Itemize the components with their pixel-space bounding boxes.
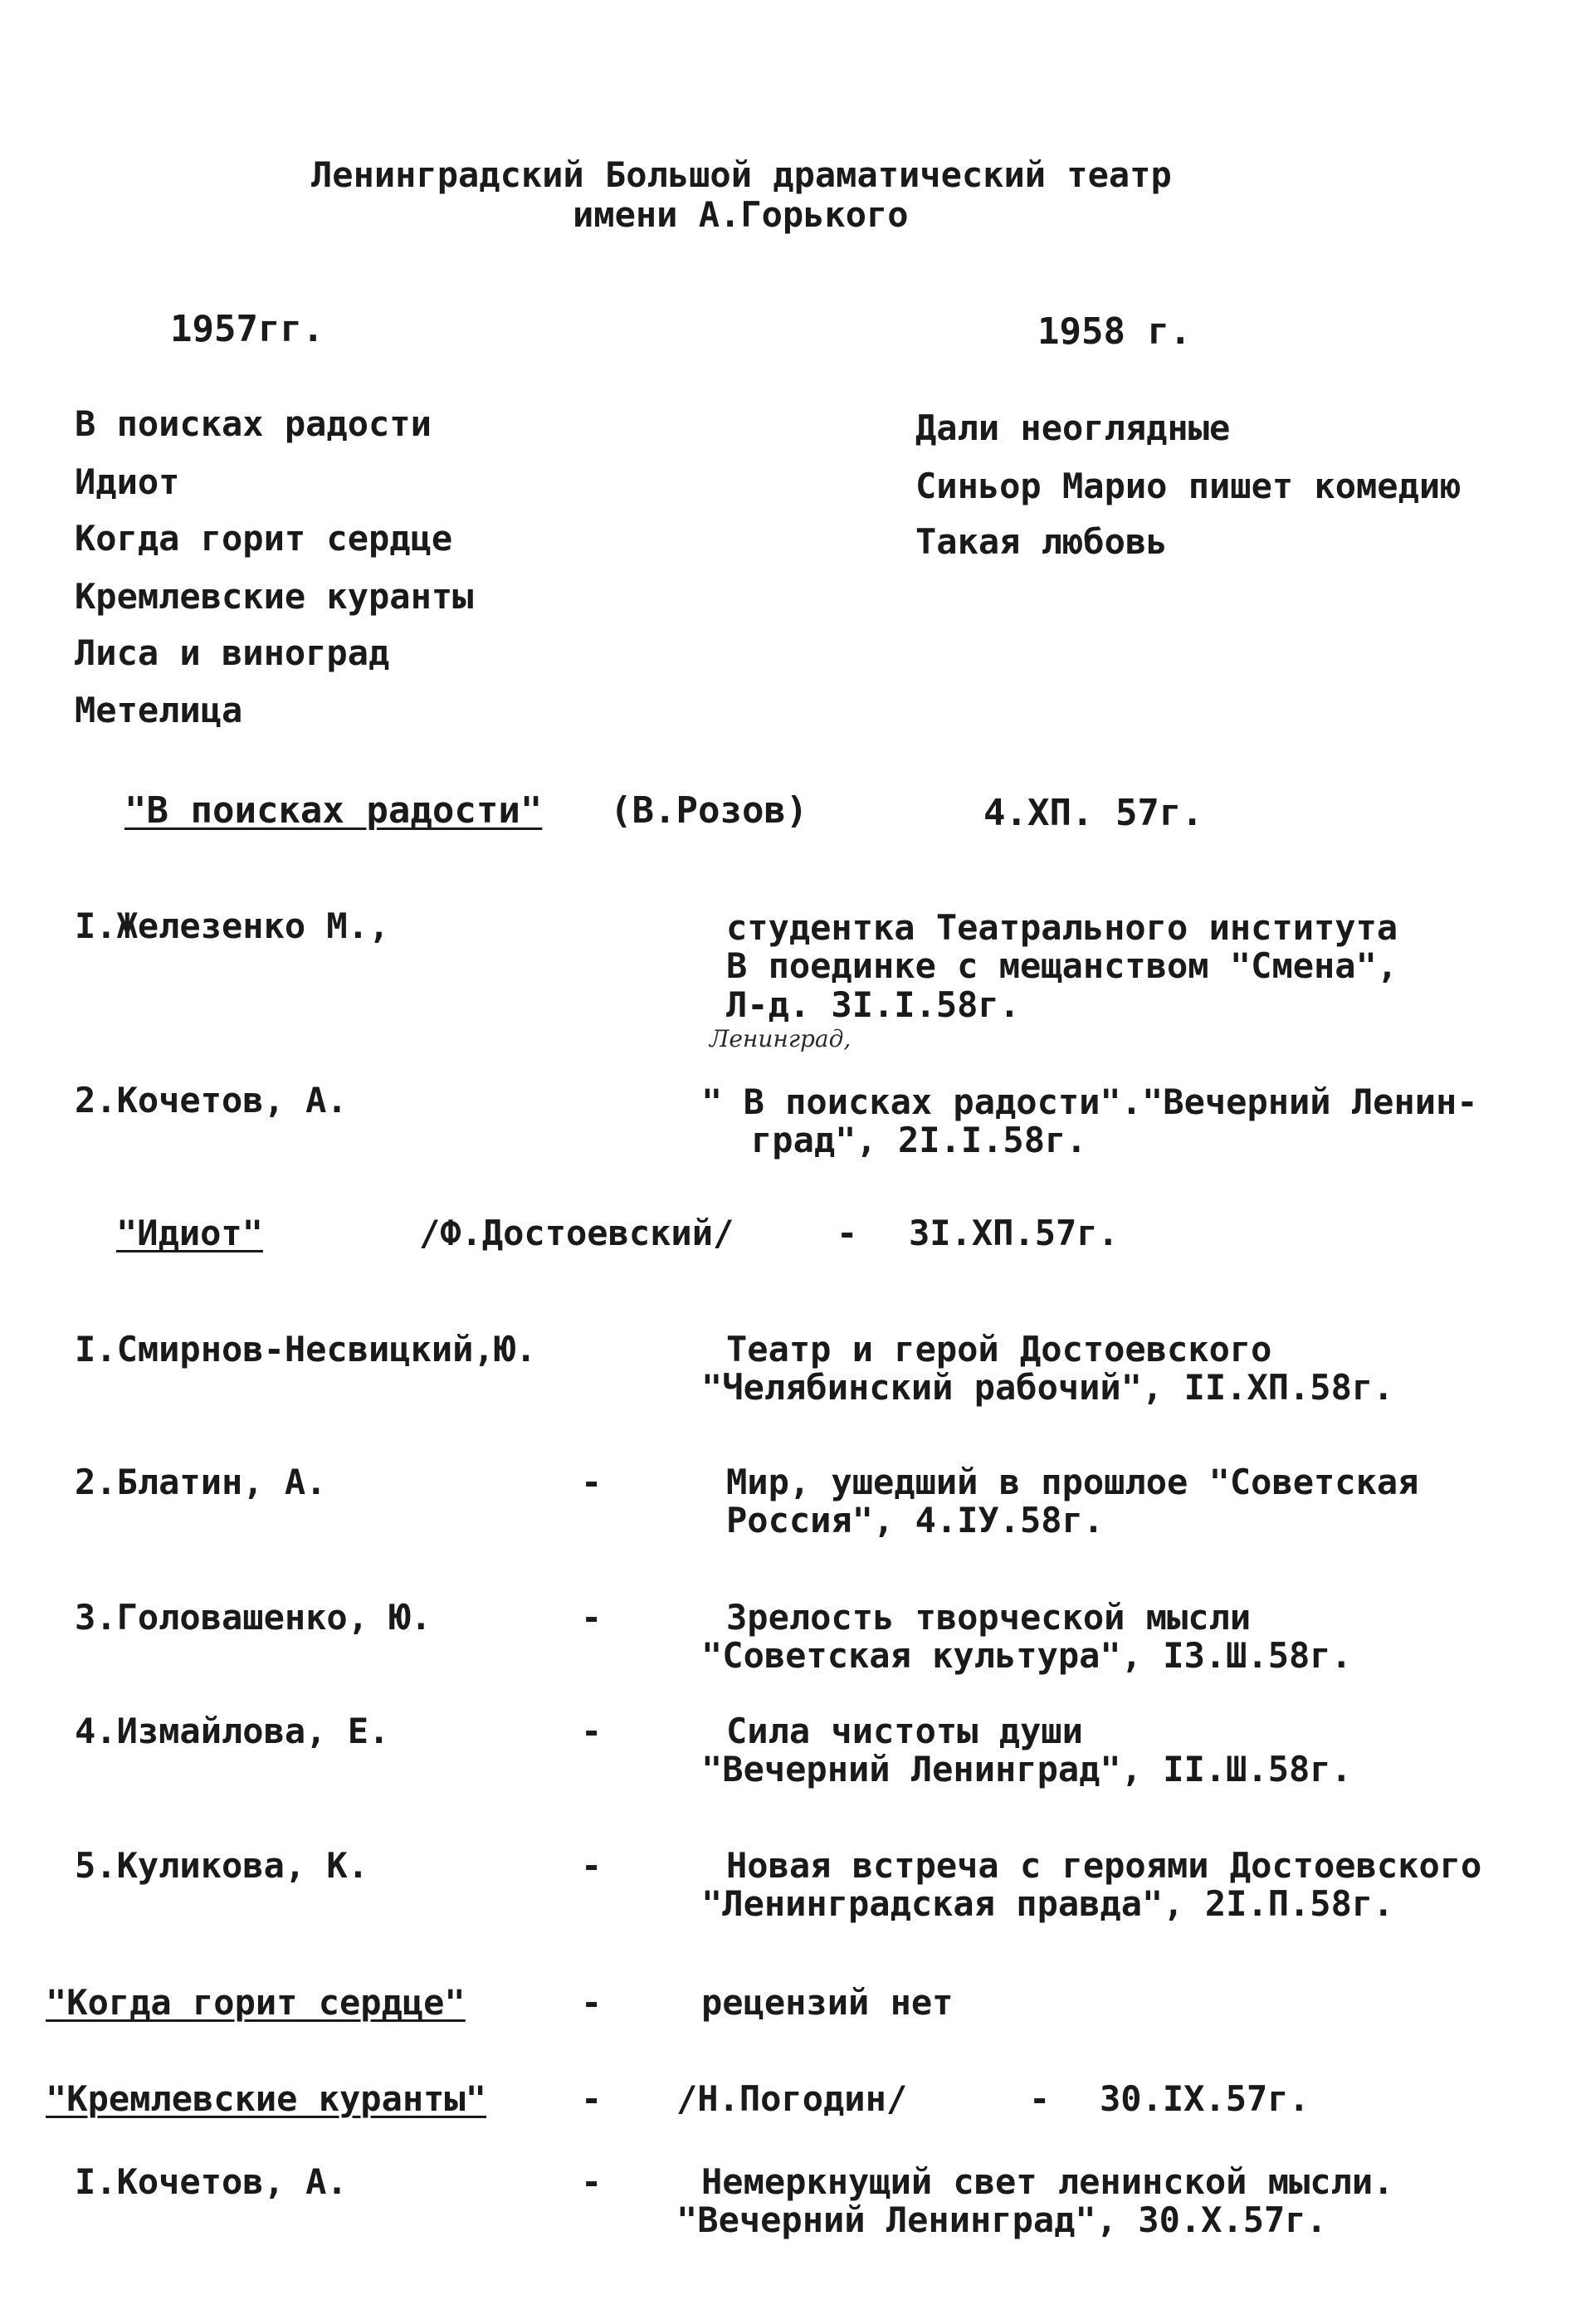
list-item: Когда горит сердце xyxy=(75,518,453,559)
review-author: 2.Кочетов, А. xyxy=(75,1080,348,1120)
review-text-line: студентка Театрального института xyxy=(726,907,1398,948)
list-item: Синьор Марио пишет комедию xyxy=(915,466,1462,506)
dash: - xyxy=(581,2161,603,2202)
theater-name-line1: Ленинградский Большой драматический театр xyxy=(311,154,1172,195)
dash: - xyxy=(581,1597,603,1638)
review-text-line: "Челябинский рабочий", II.ХП.58г. xyxy=(701,1367,1394,1408)
review-text-line: Зрелость творческой мысли xyxy=(726,1597,1252,1638)
review-author: 3.Головашенко, Ю. xyxy=(75,1597,432,1638)
list-item: Идиот xyxy=(75,461,180,502)
year-right: 1958 г. xyxy=(1037,310,1192,353)
review-author: I.Железенко М., xyxy=(75,906,390,946)
play-author: /Ф.Достоевский/ xyxy=(419,1213,734,1253)
review-author: 2.Блатин, А. xyxy=(75,1462,327,1502)
review-text-line: Л-д. 3I.I.58г. xyxy=(726,984,1021,1025)
dash: - xyxy=(581,1982,603,2023)
dash: - xyxy=(837,1213,858,1253)
review-author: I.Кочетов, А. xyxy=(75,2161,348,2202)
review-text-line: "Ленинградская правда", 2I.П.58г. xyxy=(701,1883,1394,1924)
play-date: 4.ХП. 57г. xyxy=(983,792,1203,834)
dash: - xyxy=(581,1845,603,1886)
list-item: Лиса и виноград xyxy=(75,632,390,673)
review-text-line: град", 2I.I.58г. xyxy=(751,1120,1087,1160)
review-author: 4.Измайлова, Е. xyxy=(75,1711,390,1751)
play-title-v-poiskakh-radosti: "В поисках радости" xyxy=(124,789,543,832)
play-date: 3I.ХП.57г. xyxy=(909,1213,1119,1253)
handwritten-note: Ленинград, xyxy=(710,1025,852,1052)
list-item: В поисках радости xyxy=(75,403,432,444)
review-text-line: В поединке с мещанством "Смена", xyxy=(726,945,1398,986)
play-title-kogda-gorit-serdtse: "Когда горит сердце" xyxy=(46,1982,466,2023)
theater-name-line2: имени А.Горького xyxy=(573,194,909,235)
play-title-kremlevskie-kuranty: "Кремлевские куранты" xyxy=(46,2078,487,2119)
review-text-line: Мир, ушедший в прошлое "Советская xyxy=(726,1462,1419,1502)
review-text-line: "Вечерний Ленинград", II.Ш.58г. xyxy=(701,1749,1352,1789)
play-date: 30.IХ.57г. xyxy=(1100,2078,1310,2119)
dash: - xyxy=(581,1462,603,1502)
list-item: Метелица xyxy=(75,690,243,730)
review-text-line: Сила чистоты души xyxy=(726,1711,1083,1751)
review-text-line: " В поисках радости"."Вечерний Ленин- xyxy=(701,1081,1478,1122)
no-reviews-note: рецензий нет xyxy=(701,1982,954,2023)
review-text-line: Новая встреча с героями Достоевского xyxy=(726,1845,1482,1886)
review-author: 5.Куликова, К. xyxy=(75,1845,369,1886)
review-text-line: Немеркнущий свет ленинской мысли. xyxy=(701,2161,1394,2202)
dash: - xyxy=(1029,2078,1051,2119)
year-left: 1957гг. xyxy=(170,308,325,350)
review-text-line: Россия", 4.IУ.58г. xyxy=(726,1500,1105,1540)
play-author: (В.Розов) xyxy=(610,789,808,832)
play-author: /Н.Погодин/ xyxy=(676,2078,908,2119)
review-text-line: "Вечерний Ленинград", 30.Х.57г. xyxy=(676,2200,1327,2240)
list-item: Кремлевские куранты xyxy=(75,576,474,617)
review-author: I.Смирнов-Несвицкий,Ю. xyxy=(75,1329,537,1370)
dash: - xyxy=(581,2078,603,2119)
review-text-line: "Советская культура", I3.Ш.58г. xyxy=(701,1635,1352,1676)
list-item: Такая любовь xyxy=(915,521,1168,562)
dash: - xyxy=(581,1711,603,1751)
review-text-line: Театр и герой Достоевского xyxy=(726,1329,1272,1370)
list-item: Дали неоглядные xyxy=(915,408,1231,448)
play-title-idiot: "Идиот" xyxy=(116,1213,264,1253)
